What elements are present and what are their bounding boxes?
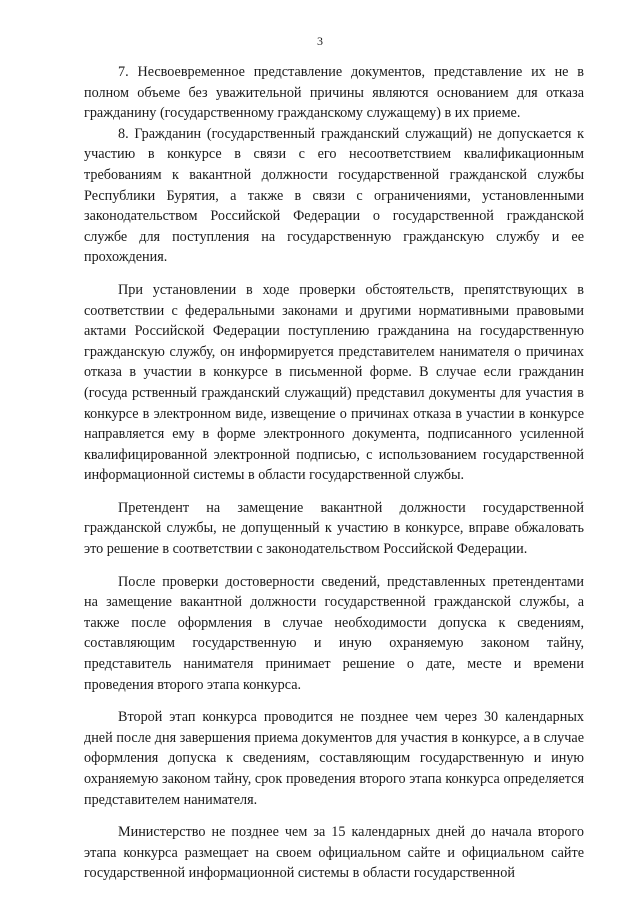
paragraph-verification: После проверки достоверности сведений, представленных претендентами на замещение вакантной должности государственной гражданской службы, а также после оформления в случае необходимости допуска к сведениям, составляющим государственную и иную охраняемую законом тайну, представитель нанимателя принимает решение о дате, месте и времени проведения второго этапа конкурса. xyxy=(84,573,584,693)
paragraph-gap xyxy=(84,810,584,822)
document-body xyxy=(84,62,584,884)
paragraph-8: 8. Гражданин (государственный гражданский служащий) не допускается к участию в конкурсе в связи с его несоответствием квалификационным требованиям к вакантной должности государственной гражданской службы Республики Бурятия, а также в связи с ограничениями, установленными законодательством Российской Федерации о государственной гражданской службе для поступления на государственную гражданскую службу и ее прохождения. xyxy=(84,125,584,266)
paragraph-gap xyxy=(84,560,584,572)
paragraph-gap xyxy=(84,268,584,280)
paragraph-second-stage: Второй этап конкурса проводится не позднее чем через 30 календарных дней после дня завершения приема документов для участия в конкурсе, а в случае оформления допуска к сведениям, составляющим государственную и иную охраняемую законом тайну, срок проведения второго этапа конкурса определяется представителем нанимателя. xyxy=(84,709,584,808)
paragraph-appeal: Претендент на замещение вакантной должности государственной гражданской службы, не допущенный к участию в конкурсе, вправе обжаловать это решение в соответствии с законодательством Российской Федерации. xyxy=(84,499,584,558)
paragraph-refusal-notice: При установлении в ходе проверки обстоятельств, препятствующих в соответствии с федеральными законами и другими нормативными правовыми актами Российской Федерации поступлению гражданина на государственную гражданскую службу, он информируется представителем нанимателя о причинах отказа в участии в конкурсе в письменной форме. В случае если гражданин (госуда рственный гражданский служащий) представил документы для участия в конкурсе в электронном виде, извещение о причинах отказа в участии в конкурсе направляется ему в форме электронного документа, подписанного усиленной квалифицированной электронной подписью, с использованием государственной информационной системы в области государственной службы. xyxy=(84,281,584,484)
page-number: 3 xyxy=(317,34,323,48)
paragraph-gap xyxy=(84,486,584,498)
paragraph-7: 7. Несвоевременное представление документов, представление их не в полном объеме без уважительной причины являются основанием для отказа гражданину (государственному гражданскому служащему) в их приеме. xyxy=(84,64,584,122)
paragraph-ministry-announcement: Министерство не позднее чем за 15 календарных дней до начала второго этапа конкурса размещает на своем официальном сайте и официальном сайте государственной информационной системы в области государственной xyxy=(84,824,584,882)
paragraph-gap xyxy=(84,695,584,707)
